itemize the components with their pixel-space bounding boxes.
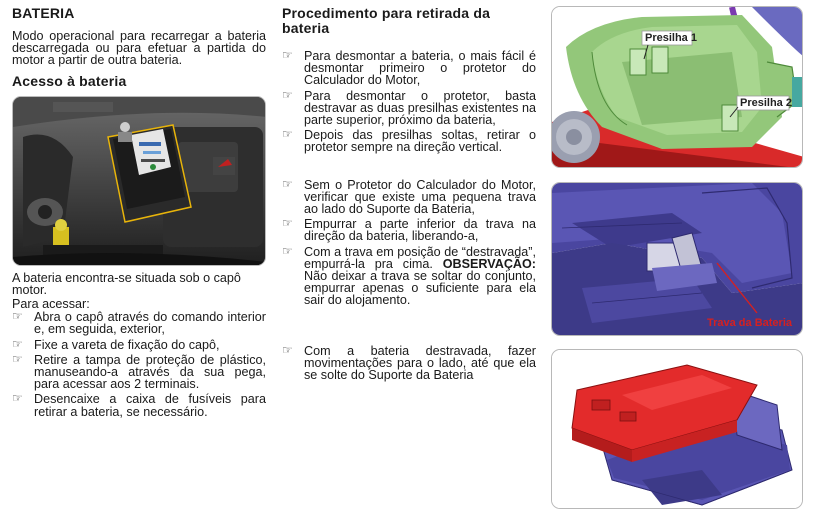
battery-removal-diagram [551,349,803,509]
procedure-text: Sem o Protetor do Calculador do Motor, verificar que existe uma pequena trava ao lado do Suporte da Bateria, [304,177,536,217]
access-steps-list [12,311,266,418]
presilha-2-label: Presilha 2 [740,97,792,109]
procedure-text: Com a bateria destravada, fazer movimentações para o lado, até que ela se solte do Suporte da Bateria [304,343,536,383]
pointing-hand-icon: ☞ [282,176,293,191]
step-text: Abra o capô através do comando interior e, em seguida, exterior, [34,310,266,337]
procedure-group-1 [282,50,536,154]
pointing-hand-icon: ☞ [282,127,293,142]
pointing-hand-icon: ☞ [282,342,293,357]
procedure-text: Depois das presilhas soltas, retirar o protetor sempre na direção vertical. [304,128,536,155]
pointing-hand-icon: ☞ [282,48,293,62]
engine-bay-illustration [13,97,266,266]
procedure-title: Procedimento para retirada da bateria [282,5,491,36]
pointing-hand-icon: ☞ [282,243,293,258]
left-column [12,6,266,418]
list-item [282,50,536,87]
observation-label: OBSERVAÇÃO: [442,256,536,271]
pointing-hand-icon: ☞ [12,351,23,366]
step-text: Desencaixe a caixa de fusíveis para retirar a bateria, se necessário. [34,392,266,419]
list-item [282,243,536,308]
pointing-hand-icon: ☞ [12,336,23,351]
list-item [282,176,536,217]
list-item [12,336,266,352]
middle-column [282,6,536,381]
presilha-1-label: Presilha 1 [645,32,697,44]
battery-removal-illustration [552,350,803,509]
procedure-text: Empurrar a parte inferior da trava na direção da bateria, liberando-a, [304,217,536,244]
engine-bay-photo [12,96,266,266]
protector-illustration [552,7,803,168]
pointing-hand-icon: ☞ [282,87,293,102]
step-text: Fixe a vareta de fixação do capô, [34,337,220,352]
pointing-hand-icon: ☞ [12,391,23,406]
list-item [282,342,536,383]
right-column [551,6,803,509]
battery-latch-diagram [551,182,803,336]
procedure-text: Com a trava em posição de “destravada”, empurrá-la pra cima. [304,244,536,271]
procedure-text: Para desmontar o protetor, basta destravar as duas presilhas existentes na parte superior, próximo da bateria, [304,88,536,128]
step-text: Retire a tampa de proteção de plástico, manuseando-a através da sua pega, para acessar aos 2 terminais. [34,352,266,392]
observation-text: Não deixar a trava se soltar do conjunto, empurrar apenas o suficiente para ela sair do alojamento. [304,269,536,308]
trava-label: Trava da Bateria [707,317,792,329]
procedure-group-3 [282,342,536,383]
list-item [282,218,536,242]
access-title: Acesso à bateria [12,72,127,89]
list-item [282,129,536,153]
procedure-group-2 [282,176,536,308]
procedure-text: Para desmontar a bateria, o mais fácil é desmontar primeiro o protetor do Calculador do Motor, [304,49,536,88]
latch-illustration [552,183,803,336]
list-item [12,393,266,417]
protector-clips-diagram [551,6,803,168]
list-item [12,311,266,335]
list-item [12,351,266,392]
pointing-hand-icon: ☞ [12,309,23,324]
to-access-label: Para acessar: [12,297,90,312]
caption-location: A bateria encontra-se situada sob o capô motor. [12,270,241,297]
list-item [282,87,536,128]
section-title-bateria: BATERIA [12,5,75,21]
intro-paragraph: Modo operacional para recarregar a bateria descarregada ou para efetuar a partida do motor a partir de outra bateria. [12,29,266,68]
pointing-hand-icon: ☞ [282,216,293,231]
